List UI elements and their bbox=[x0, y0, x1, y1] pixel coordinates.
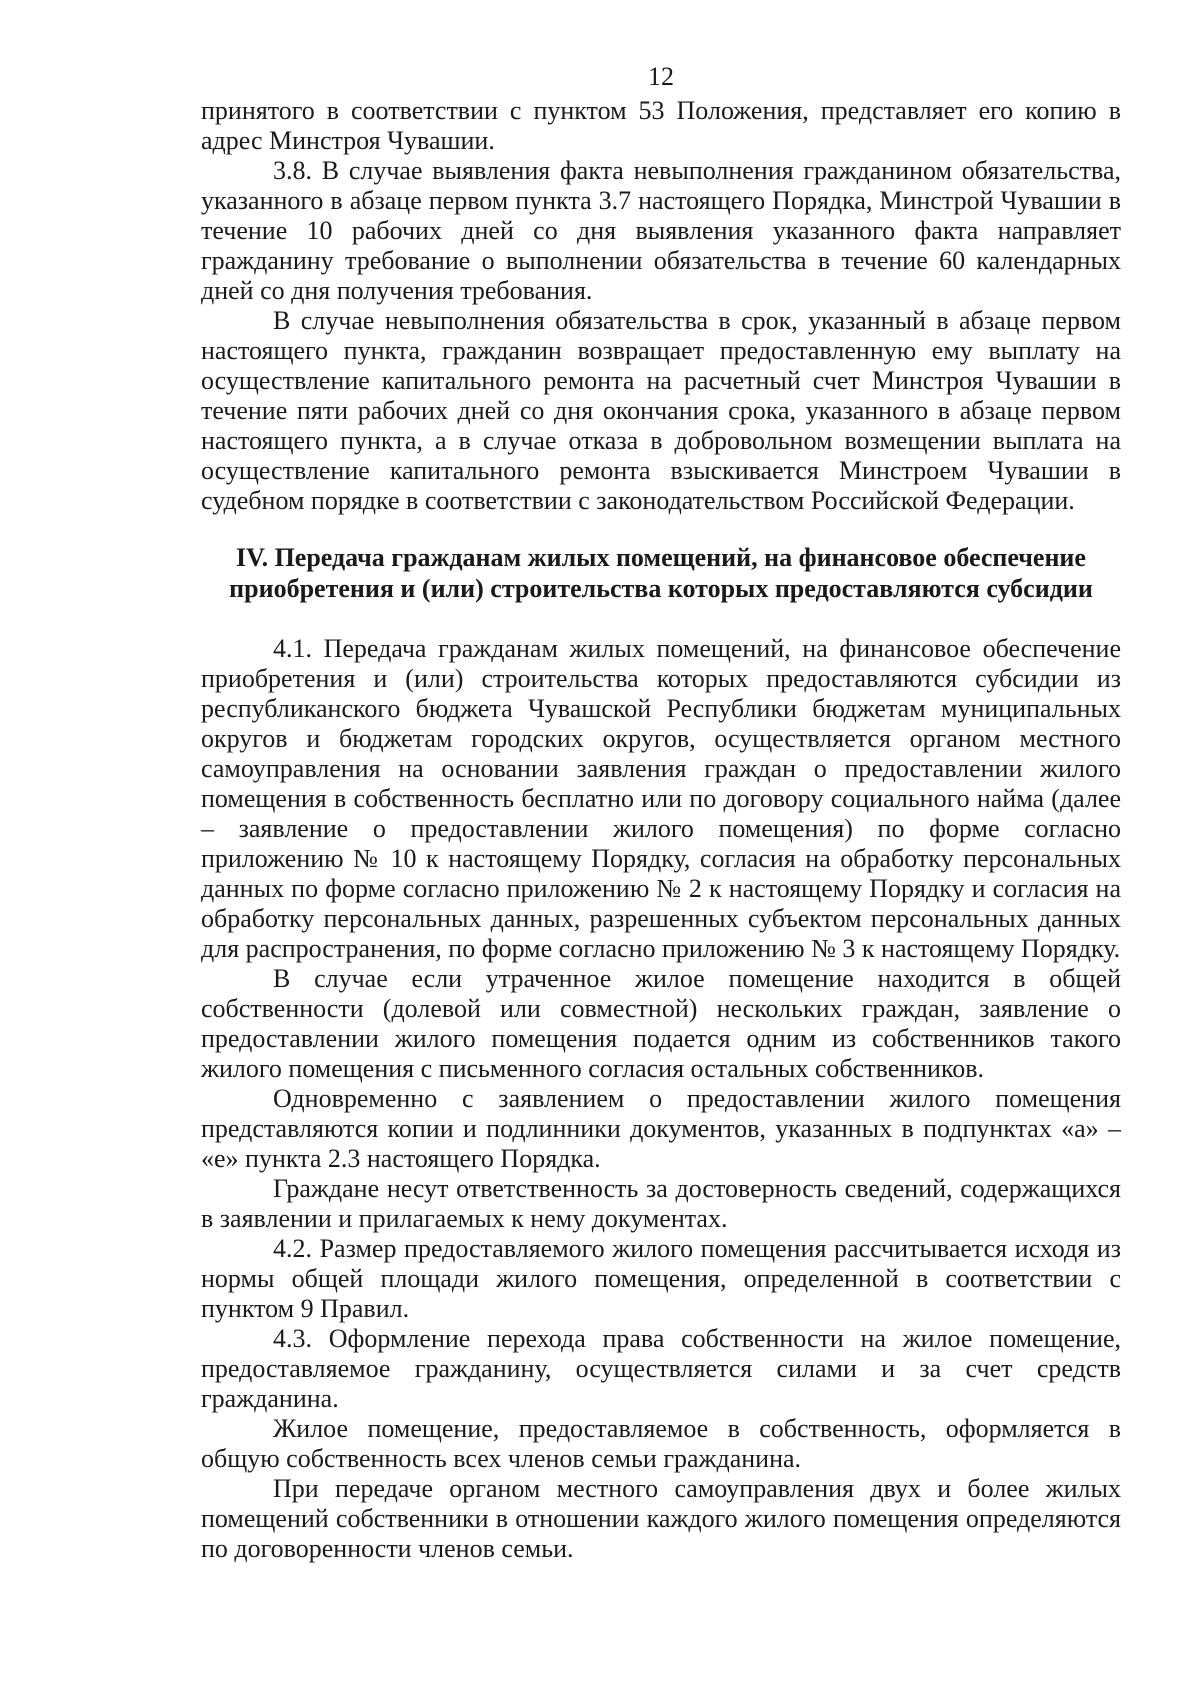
paragraph-4-1: 4.1. Передача гражданам жилых помещений, на финансовое обеспечение приобретения и (или) строительства которых предоставляются субсидии из республиканского бюджета Чувашской Республики бюджетам муниципальных округов и бюджетам городских округов, осуществляется органом местного самоуправления на основании заявления граждан о предоставлении жилого помещения в собственность бесплатно или по договору социального найма (далее – заявление о предоставлении жилого помещения) по форме согласно приложению № 10 к настоящему Порядку, согласия на обработку персональных данных по форме согласно приложению № 2 к настоящему Порядку и согласия на обработку персональных данных, разрешенных субъектом персональных данных для распространения, по форме согласно приложению № 3 к настоящему Порядку. bbox=[201, 634, 1121, 963]
paragraph-3-8: 3.8. В случае выявления факта невыполнения гражданином обязательства, указанного в абзаце первом пункта 3.7 настоящего Порядка, Минстрой Чувашии в течение 10 рабочих дней со дня выявления указанного факта направляет гражданину требование о выполнении обязательства в течение 60 календарных дней со дня получения требования. bbox=[201, 156, 1121, 305]
paragraph-responsibility: Граждане несут ответственность за достоверность сведений, содержащихся в заявлении и прилагаемых к нему документах. bbox=[201, 1174, 1121, 1233]
paragraph-4-2: 4.2. Размер предоставляемого жилого помещения рассчитывается исходя из нормы общей площади жилого помещения, определенной в соответствии с пунктом 9 Правил. bbox=[201, 1234, 1121, 1323]
section-heading-iv: IV. Передача гражданам жилых помещений, на финансовое обеспечение приобретения и (или) строительства которых предоставляются субсидии bbox=[229, 543, 1093, 603]
paragraph-multiple-premises: При передаче органом местного самоуправления двух и более жилых помещений собственники в отношении каждого жилого помещения определяются по договоренности членов семьи. bbox=[201, 1474, 1121, 1563]
paragraph-4-3: 4.3. Оформление перехода права собственности на жилое помещение, предоставляемое гражданину, осуществляется силами и за счет средств гражданина. bbox=[201, 1324, 1121, 1413]
paragraph-documents: Одновременно с заявлением о предоставлении жилого помещения представляются копии и подлинники документов, указанных в подпунктах «а» – «е» пункта 2.3 настоящего Порядка. bbox=[201, 1084, 1121, 1173]
paragraph-common-ownership: Жилое помещение, предоставляемое в собственность, оформляется в общую собственность всех членов семьи гражданина. bbox=[201, 1414, 1121, 1473]
paragraph-continuation: принятого в соответствии с пунктом 53 Положения, представляет его копию в адрес Минстроя Чувашии. bbox=[201, 96, 1121, 155]
page-number: 12 bbox=[648, 62, 674, 91]
paragraph-shared-ownership: В случае если утраченное жилое помещение находится в общей собственности (долевой или совместной) нескольких граждан, заявление о предоставлении жилого помещения подается одним из собственников такого жилого помещения с письменного согласия остальных собственников. bbox=[201, 964, 1121, 1083]
paragraph-3-8-non-fulfillment: В случае невыполнения обязательства в срок, указанный в абзаце первом настоящего пункта, гражданин возвращает предоставленную ему выплату на осуществление капитального ремонта на расчетный счет Минстроя Чувашии в течение пяти рабочих дней со дня окончания срока, указанного в абзаце первом настоящего пункта, а в случае отказа в добровольном возмещении выплата на осуществление капитального ремонта взыскивается Минстроем Чувашии в судебном порядке в соответствии с законодательством Российской Федерации. bbox=[201, 306, 1121, 515]
document-page bbox=[201, 62, 1121, 1564]
